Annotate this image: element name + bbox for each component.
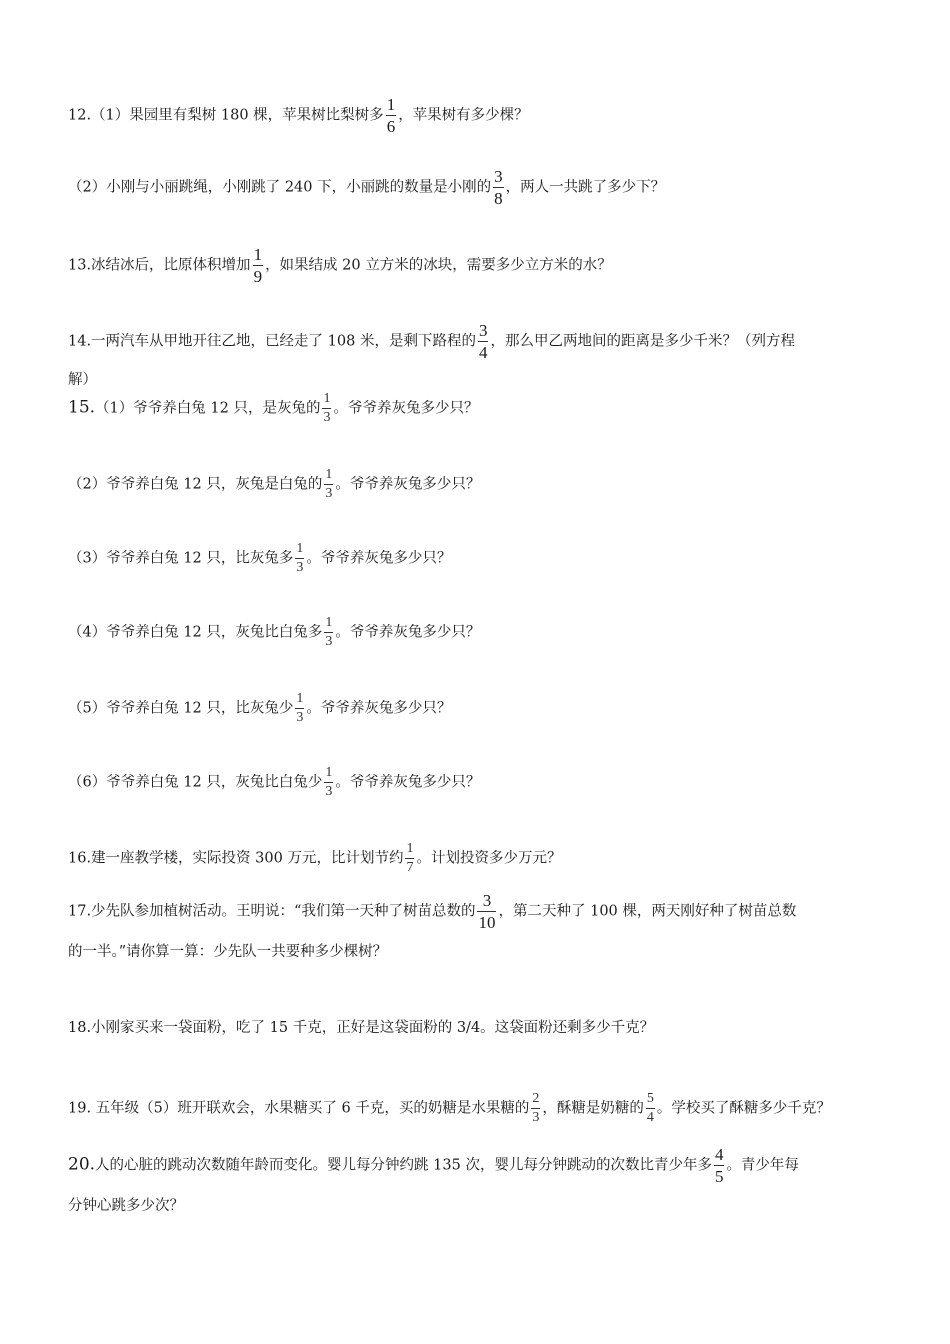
fraction: $\frac{1}{9}$ (253, 245, 263, 286)
fraction: $\frac{1}{6}$ (386, 95, 396, 136)
q14-cont: 解） (68, 372, 97, 388)
q17-cont: 的一半。”请你算一算：少先队一共要种多少棵树？ (68, 944, 388, 960)
q20: 20.人的心脏的跳动次数随年龄而变化。婴儿每分钟约跳 135 次，婴儿每分钟跳动的次数比青少年多 $\frac{4}{5}$ 。青少年每 (68, 1145, 799, 1186)
q13: 13.冰结冰后，比原体积增加 $\frac{1}{9}$ ，如果结成 20 立方米的冰块，需要多少立方米的水？ (68, 245, 612, 286)
q17: 17.少先队参加植树活动。王明说：“我们第一天种了树苗总数的 $\frac{3}{10}$ ，第二天种了 100 棵，两天刚好种了树苗总数 (68, 891, 797, 932)
q15-part5: （5）爷爷养白兔 12 只，比灰兔少 $\frac{1}{3}$ 。爷爷养灰兔多少只？ (68, 691, 452, 725)
q15-part6: （6）爷爷养白兔 12 只，灰兔比白兔少 $\frac{1}{3}$ 。爷爷养灰兔多少只？ (68, 765, 481, 799)
q18: 18.小刚家买来一袋面粉，吃了 15 千克，正好是这袋面粉的 3/4。这袋面粉还剩多少千克？ (68, 1020, 655, 1036)
fraction: $\frac{4}{5}$ (714, 1145, 724, 1186)
fraction: $\frac{3}{8}$ (494, 167, 503, 208)
fraction: $\frac{2}{3}$ (532, 1091, 540, 1125)
fraction: $\frac{1}{7}$ (406, 841, 414, 875)
fraction: $\frac{1}{3}$ (323, 391, 331, 425)
fraction: $\frac{3}{4}$ (478, 321, 488, 362)
fraction: $\frac{5}{4}$ (646, 1091, 654, 1125)
q15-part3: （3）爷爷养白兔 12 只，比灰兔多 $\frac{1}{3}$ 。爷爷养灰兔多少只？ (68, 541, 452, 575)
q12-part1: 12.（1）果园里有梨树 180 棵，苹果树比梨树多 $\frac{1}{6}$ ，苹果树有多少棵？ (68, 95, 529, 136)
q15-part2: （2）爷爷养白兔 12 只，灰兔是白兔的 $\frac{1}{3}$ 。爷爷养灰兔多少只？ (68, 467, 481, 501)
q15-part4: （4）爷爷养白兔 12 只，灰兔比白兔多 $\frac{1}{3}$ 。爷爷养灰兔多少只？ (68, 615, 481, 649)
q20-cont: 分钟心跳多少次？ (68, 1198, 184, 1214)
q12-part2: （2）小刚与小丽跳绳，小刚跳了 240 下，小丽跳的数量是小刚的 $\frac{3}{8}$ ，两人一共跳了多少下？ (68, 167, 666, 208)
q15-part1: 15.（1）爷爷养白兔 12 只，是灰兔的 $\frac{1}{3}$ 。爷爷养灰兔多少只？ (68, 391, 479, 425)
q19: 19. 五年级（5）班开联欢会，水果糖买了 6 千克，买的奶糖是水果糖的 $\frac{2}{3}$ ，酥糖是奶糖的 $\frac{5}{4}$ 。学校买了酥糖多少千克？ (68, 1091, 831, 1125)
fraction: $\frac{1}{3}$ (296, 541, 304, 575)
fraction: $\frac{1}{3}$ (296, 691, 304, 725)
fraction: $\frac{1}{3}$ (325, 615, 333, 649)
q16: 16.建一座教学楼，实际投资 300 万元，比计划节约 $\frac{1}{7}$ 。计划投资多少万元？ (68, 841, 562, 875)
fraction: $\frac{1}{3}$ (325, 467, 333, 501)
fraction: $\frac{3}{10}$ (478, 891, 496, 932)
q14: 14.一两汽车从甲地开往乙地，已经走了 108 米，是剩下路程的 $\frac{3}{4}$ ，那么甲乙两地间的距离是多少千米？（列方程 (68, 321, 795, 362)
fraction: $\frac{1}{3}$ (325, 765, 333, 799)
